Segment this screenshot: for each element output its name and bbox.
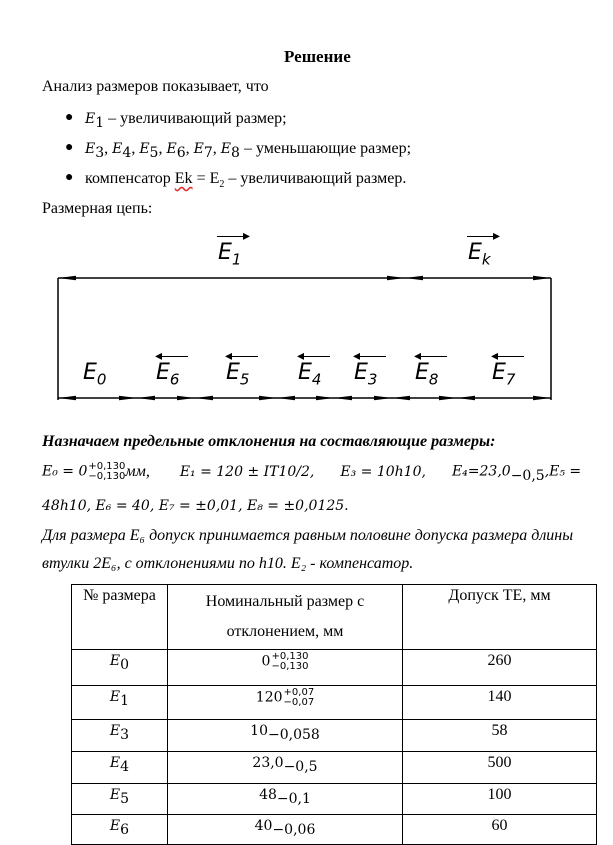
arrow-left-icon: ◂: [491, 348, 524, 364]
size-name-cell: $E_4$: [72, 752, 168, 784]
table-row: [72, 784, 597, 815]
var: E: [220, 141, 232, 157]
sub: 8: [231, 145, 240, 162]
nominal: 10: [250, 723, 268, 739]
nominal-cell: [168, 720, 403, 752]
chain-label: Размерная цепь:: [42, 200, 153, 217]
heading-deviations: Назначаем предельные отклонения на составляющие размеры:: [42, 433, 496, 450]
upper: +0,130: [271, 651, 309, 662]
size-name-cell: $E_0$: [72, 650, 168, 686]
deviation: [271, 652, 308, 672]
tolerance-table: [71, 584, 597, 845]
var: E: [85, 141, 96, 157]
deviation: [284, 688, 315, 708]
tolerance-cell: 58: [403, 720, 597, 752]
bullet-icon: ●: [65, 170, 74, 185]
label-e4: $E_4$: [298, 360, 322, 389]
tolerance-cell: 60: [403, 815, 597, 845]
table-header-row: [72, 585, 597, 650]
arrow-left-icon: ◂: [414, 348, 447, 364]
sub: 7: [203, 145, 213, 162]
page-title: Решение: [284, 47, 351, 66]
formula-e3: E₃ = 10h10,: [340, 463, 426, 480]
table-row: [72, 815, 597, 845]
lower-deviation: −0,5: [283, 759, 318, 776]
nominal: 40: [254, 818, 273, 834]
size-name-cell: $E_3$: [72, 720, 168, 752]
nominal-cell: [168, 815, 403, 845]
lower: −0,130: [271, 661, 309, 672]
text: – увеличивающий размер;: [104, 110, 287, 127]
label-e3: $E_3$: [354, 360, 378, 389]
text: компенсатор: [85, 170, 175, 187]
nominal-cell: [168, 784, 403, 815]
formula-line-2: 48h10, E₆ = 40, E₇ = ±0,01, E₈ = ±0,0125.: [42, 498, 349, 514]
bullet-icon: ●: [65, 140, 74, 155]
note-line-1: Для размера E₆ допуск принимается равным половине допуска размера длины: [42, 527, 574, 544]
var: E: [166, 141, 177, 157]
text: – уменьшающие размер;: [239, 140, 412, 157]
formula-e4: E₄=23,0: [451, 463, 511, 480]
lower-deviation: −0,1: [276, 791, 311, 808]
unit: мм,: [125, 462, 150, 480]
nominal: 48: [259, 787, 277, 803]
nominal-cell: [168, 650, 403, 686]
header-cell: № размера: [72, 585, 168, 650]
label-e6: $E_6$: [156, 360, 180, 389]
var: E: [112, 141, 123, 157]
arrow-left-icon: ◂: [297, 348, 330, 364]
label-e8: $E_8$: [415, 360, 439, 389]
arrow-left-icon: ◂: [225, 348, 258, 364]
lower-deviation: −0,06: [272, 822, 316, 839]
var: E: [85, 111, 96, 127]
tolerance-cell: 500: [403, 752, 597, 784]
upper: +0,130: [88, 461, 126, 472]
tolerance-cell: 260: [403, 650, 597, 686]
lower: −0,130: [88, 471, 126, 482]
lower: −0,07: [283, 697, 315, 708]
arrow-right-icon: ▸: [217, 228, 250, 244]
label-e1: $E_1$: [218, 240, 242, 269]
deviation: [88, 462, 125, 482]
bullet-item-2: $E_3$, $E_4$, $E_5$, $E_6$, $E_7$, $E_8$ – уменьшающие размер;: [85, 140, 412, 162]
label-e0: $E_0$: [83, 360, 107, 389]
nominal-cell: [168, 752, 403, 784]
header-cell: Допуск TE, мм: [403, 585, 597, 650]
formula-e1: E₁ = 120 ± IT10/2,: [179, 463, 315, 480]
size-name-cell: $E_6$: [72, 815, 168, 845]
sub: 4: [122, 145, 132, 162]
formula-line-1: [42, 462, 581, 484]
nominal: 23,0: [252, 755, 284, 771]
table-row: [72, 686, 597, 720]
arrow-left-icon: ◂: [353, 348, 386, 364]
text: – увеличивающий размер.: [224, 170, 407, 187]
ek-text: Ek: [174, 170, 193, 187]
sub: 5: [149, 145, 159, 162]
nominal: 120: [255, 689, 283, 706]
sub: 3: [95, 145, 105, 162]
header-cell: Номинальный размер с отклонением, мм: [168, 585, 403, 650]
label-e5: $E_5$: [226, 360, 250, 389]
tolerance-cell: 100: [403, 784, 597, 815]
note-line-2: втулки 2E₆, с отклонениями по h10. E₂ - компенсатор.: [42, 555, 414, 572]
label-e7: $E_7$: [492, 360, 516, 389]
sub: 2: [219, 179, 225, 191]
sub: 1: [95, 115, 105, 132]
size-name-cell: $E_1$: [72, 686, 168, 720]
table-row: [72, 720, 597, 752]
formula-e0: E₀ = 0: [42, 463, 88, 480]
var: E: [193, 141, 204, 157]
sub: −0,5: [510, 467, 545, 484]
var: E: [139, 141, 150, 157]
arrow-right-icon: ▸: [467, 228, 500, 244]
intro-text: Анализ размеров показывает, что: [42, 78, 269, 95]
table-row: [72, 650, 597, 686]
lower-deviation: −0,058: [268, 727, 320, 744]
formula-e5: ,E₅ =: [544, 463, 582, 480]
nominal-cell: [168, 686, 403, 720]
nominal: 0: [261, 653, 271, 670]
label-ek: $E_k$: [468, 240, 491, 269]
tolerance-cell: 140: [403, 686, 597, 720]
text: = E: [192, 170, 220, 187]
table-row: [72, 752, 597, 784]
arrow-left-icon: ◂: [155, 348, 188, 364]
size-name-cell: $E_5$: [72, 784, 168, 815]
sub: 6: [176, 145, 186, 162]
bullet-icon: ●: [65, 110, 74, 125]
upper: +0,07: [283, 687, 315, 698]
